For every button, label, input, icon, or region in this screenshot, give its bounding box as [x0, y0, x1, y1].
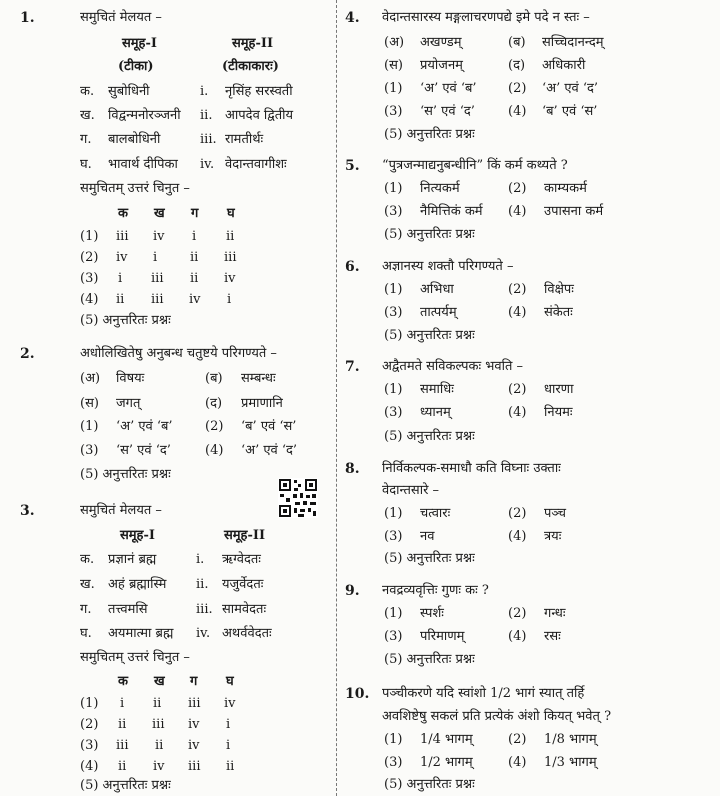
q3-row-a: ख.: [80, 577, 95, 592]
q6-title: अज्ञानस्य शक्तौ परिगण्यते –: [382, 259, 514, 274]
q5-option-5[interactable]: (5) अनुत्तरितः प्रश्नः: [384, 227, 475, 242]
q10-option-3[interactable]: (3): [384, 755, 403, 770]
q10-option-text: 1/8 भागम्: [544, 732, 597, 747]
q1-number: 1.: [20, 10, 35, 26]
q1-row-a: घ.: [80, 157, 92, 172]
q2-title: अधोलिखितेषु अनुबन्ध चतुष्टये परिगण्यते –: [80, 346, 277, 361]
q7-number: 7.: [345, 359, 360, 375]
q3-option-5[interactable]: (5) अनुत्तरितः प्रश्नः: [80, 778, 171, 793]
q6-option-text: अभिधा: [420, 282, 454, 297]
q2-option-3[interactable]: (3): [80, 443, 99, 458]
q10-option-5[interactable]: (5) अनुत्तरितः प्रश्नः: [384, 777, 475, 792]
q6-option-text: संकेतः: [544, 305, 573, 320]
q2-option-text: ‘अ’ एवं ‘ब’: [116, 419, 173, 434]
q10-title-cont: अवशिष्टेषु सकलं प्रति प्रत्येकं अंशो कियत् भवेत् ?: [382, 709, 612, 724]
q6-option-5[interactable]: (5) अनुत्तरितः प्रश्नः: [384, 328, 475, 343]
q8-option-2[interactable]: (2): [508, 506, 527, 521]
q3-choose: समुचितम् उत्तरं चिनुत –: [80, 650, 190, 665]
q10-option-text: 1/2 भागम्: [420, 755, 473, 770]
q8-option-text: त्रयः: [544, 529, 562, 544]
q6-option-1[interactable]: (1): [384, 282, 403, 297]
q7-option-text: नियमः: [544, 405, 573, 420]
q1-option-value: ii: [190, 271, 199, 286]
q2-item: प्रमाणानि: [241, 396, 283, 411]
q10-option-text: 1/3 भागम्: [544, 755, 597, 770]
q6-number: 6.: [345, 259, 360, 275]
q3-option-value: iv: [224, 696, 236, 711]
q1-option-value: iii: [116, 229, 129, 244]
qr-code-icon: [278, 478, 318, 518]
q6-option-4[interactable]: (4): [508, 305, 527, 320]
q3-option-value: i: [226, 738, 231, 753]
q6-option-2[interactable]: (2): [508, 282, 527, 297]
q5-option-text: उपासना कर्म: [544, 204, 604, 219]
q9-option-text: परिमाणम्: [420, 629, 465, 644]
q1-option-value: iii: [151, 292, 164, 307]
q1-sub1: (टीका): [118, 59, 154, 74]
q8-option-1[interactable]: (1): [384, 506, 403, 521]
q10-title: पञ्चीकरणे यदि स्वांशो 1/2 भागं स्यात् तर्हि: [382, 686, 585, 701]
q3-option-value: iii: [116, 738, 129, 753]
q1-option-1[interactable]: (1): [80, 229, 99, 244]
q3-option-value: ii: [118, 717, 127, 732]
q3-option-1[interactable]: (1): [80, 696, 99, 711]
q10-option-4[interactable]: (4): [508, 755, 527, 770]
q4-title: वेदान्तसारस्य मङ्गलाचरणपद्ये इमे पदे न स्तः –: [382, 10, 590, 25]
q5-option-1[interactable]: (1): [384, 181, 403, 196]
q1-row-a: ग.: [80, 132, 92, 147]
q3-option-4[interactable]: (4): [80, 759, 99, 774]
q4-label: (स): [384, 58, 403, 73]
q3-row-b: अयमात्मा ब्रह्म: [108, 626, 174, 641]
q1-option-value: iv: [153, 229, 165, 244]
q2-label: (ब): [205, 371, 223, 386]
q3-option-3[interactable]: (3): [80, 738, 99, 753]
q4-label: (अ): [384, 35, 405, 50]
q3-option-value: iv: [188, 738, 200, 753]
q1-option-value: ii: [116, 292, 125, 307]
q10-option-1[interactable]: (1): [384, 732, 403, 747]
q7-option-5[interactable]: (5) अनुत्तरितः प्रश्नः: [384, 429, 475, 444]
q9-option-1[interactable]: (1): [384, 606, 403, 621]
q1-row-c: iii.: [200, 132, 217, 147]
q4-option-text: ‘ब’ एवं ‘स’: [542, 104, 598, 119]
q1-col-kha: ख: [154, 206, 165, 221]
q8-option-text: पञ्च: [544, 506, 566, 521]
q3-head1: समूह-I: [120, 528, 155, 543]
q3-option-value: ii: [155, 738, 164, 753]
q7-option-text: धारणा: [544, 382, 574, 397]
q1-option-value: ii: [226, 229, 235, 244]
q5-option-text: नैमित्तिकं कर्म: [420, 204, 483, 219]
q1-head2: समूह-II: [232, 36, 274, 51]
q9-number: 9.: [345, 583, 360, 599]
q1-title: समुचितं मेलयत –: [80, 10, 162, 25]
q1-option-value: iv: [224, 271, 236, 286]
q2-number: 2.: [20, 346, 35, 362]
q5-option-2[interactable]: (2): [508, 181, 527, 196]
q4-label: (ब): [508, 35, 526, 50]
q1-col-gha: घ: [227, 206, 235, 221]
q3-row-d: अथर्ववेदतः: [222, 626, 272, 641]
q8-title: निर्विकल्पक-समाधौ कति विघ्नाः उक्ताः: [382, 461, 561, 476]
q1-option-4[interactable]: (4): [80, 292, 99, 307]
q1-row-d: नृसिंह सरस्वती: [225, 84, 293, 99]
q3-row-a: ग.: [80, 602, 92, 617]
q1-option-value: i: [192, 229, 197, 244]
q2-option-text: ‘स’ एवं ‘द’: [116, 443, 171, 458]
q2-option-2[interactable]: (2): [205, 419, 224, 434]
q5-option-text: काम्यकर्म: [544, 181, 587, 196]
q2-option-1[interactable]: (1): [80, 419, 99, 434]
q3-row-b: प्रज्ञानं ब्रह्म: [108, 552, 157, 567]
q2-label: (स): [80, 396, 99, 411]
q1-option-value: iv: [189, 292, 201, 307]
q6-option-text: विक्षेपः: [544, 282, 574, 297]
q4-option-5[interactable]: (5) अनुत्तरितः प्रश्नः: [384, 127, 475, 142]
q7-option-text: ध्यानम्: [420, 405, 451, 420]
q6-option-3[interactable]: (3): [384, 305, 403, 320]
q9-option-5[interactable]: (5) अनुत्तरितः प्रश्नः: [384, 652, 475, 667]
q3-option-value: iv: [188, 717, 200, 732]
q8-option-text: नव: [420, 529, 435, 544]
q1-col-ka: क: [118, 206, 128, 221]
q3-row-c: i.: [196, 552, 205, 567]
q1-row-b: सुबोधिनी: [108, 84, 150, 99]
q1-option-value: iv: [116, 250, 128, 265]
q9-title: नवद्रव्यवृत्तिः गुणः कः ?: [382, 583, 489, 598]
q3-option-value: iii: [188, 759, 201, 774]
q7-option-text: समाधिः: [420, 382, 454, 397]
q8-option-5[interactable]: (5) अनुत्तरितः प्रश्नः: [384, 551, 475, 566]
q6-option-text: तात्पर्यम्: [420, 305, 457, 320]
q1-option-value: ii: [190, 250, 199, 265]
q10-number: 10.: [345, 686, 370, 702]
q3-head2: समूह-II: [224, 528, 266, 543]
q1-row-a: ख.: [80, 108, 95, 123]
q7-option-3[interactable]: (3): [384, 405, 403, 420]
q1-row-d: रामतीर्थः: [225, 132, 264, 147]
q1-option-value: i: [153, 250, 158, 265]
q3-row-c: iv.: [196, 626, 211, 641]
q2-item: सम्बन्धः: [241, 371, 276, 386]
q5-number: 5.: [345, 158, 360, 174]
q1-option-2[interactable]: (2): [80, 250, 99, 265]
q3-option-value: i: [120, 696, 125, 711]
q3-row-a: घ.: [80, 626, 92, 641]
q5-option-3[interactable]: (3): [384, 204, 403, 219]
q3-col-ga: ग: [190, 674, 198, 689]
q4-item: अधिकारी: [542, 58, 586, 73]
q7-title: अद्वैतमते सविकल्पकः भवति –: [382, 359, 523, 374]
q7-option-1[interactable]: (1): [384, 382, 403, 397]
q3-col-gha: घ: [226, 674, 234, 689]
q8-option-4[interactable]: (4): [508, 529, 527, 544]
q4-item: अखण्डम्: [420, 35, 462, 50]
q4-label: (द): [508, 58, 526, 73]
q3-row-c: ii.: [196, 577, 209, 592]
q1-row-c: i.: [200, 84, 209, 99]
q3-option-value: ii: [153, 696, 162, 711]
q3-number: 3.: [20, 503, 35, 519]
q8-number: 8.: [345, 461, 360, 477]
q9-option-4[interactable]: (4): [508, 629, 527, 644]
q1-row-d: आपदेव द्वितीय: [225, 108, 294, 123]
q4-item: सच्चिदानन्दम्: [542, 35, 604, 50]
q2-item: जगत्: [116, 396, 141, 411]
q9-option-text: स्पर्शः: [420, 606, 444, 621]
q1-option-3[interactable]: (3): [80, 271, 99, 286]
q9-option-text: गन्धः: [544, 606, 566, 621]
q1-row-c: ii.: [200, 108, 213, 123]
q3-option-value: iv: [153, 759, 165, 774]
q5-option-text: नित्यकर्म: [420, 181, 460, 196]
q1-row-d: वेदान्तवागीशः: [225, 157, 287, 172]
q2-option-text: ‘अ’ एवं ‘द’: [241, 443, 298, 458]
q4-option-2[interactable]: (2): [508, 81, 527, 96]
q1-col-ga: ग: [191, 206, 199, 221]
q10-option-2[interactable]: (2): [508, 732, 527, 747]
q3-row-c: iii.: [196, 602, 213, 617]
q4-option-text: ‘अ’ एवं ‘द’: [542, 81, 599, 96]
q2-item: विषयः: [116, 371, 145, 386]
q3-option-2[interactable]: (2): [80, 717, 99, 732]
q3-row-a: क.: [80, 552, 95, 567]
q4-option-text: ‘अ’ एवं ‘ब’: [420, 81, 477, 96]
q1-option-value: i: [227, 292, 232, 307]
q3-option-value: ii: [118, 759, 127, 774]
q3-col-ka: क: [118, 674, 128, 689]
q3-col-kha: ख: [154, 674, 165, 689]
q2-option-4[interactable]: (4): [205, 443, 224, 458]
q4-option-1[interactable]: (1): [384, 81, 403, 96]
q9-option-text: रसः: [544, 629, 561, 644]
q1-option-value: iii: [224, 250, 237, 265]
column-divider: [336, 0, 337, 796]
q3-row-d: सामवेदतः: [222, 602, 267, 617]
q1-option-5[interactable]: (5) अनुत्तरितः प्रश्नः: [80, 313, 171, 328]
q2-label: (अ): [80, 371, 101, 386]
q1-sub2: (टीकाकारः): [222, 59, 279, 74]
q1-option-value: i: [118, 271, 123, 286]
q5-title: “पुत्रजन्माद्यनुबन्धीनि” किं कर्म कथ्यते ?: [382, 158, 568, 173]
q8-option-text: चत्वारः: [420, 506, 451, 521]
q1-choose: समुचितम् उत्तरं चिनुत –: [80, 181, 190, 196]
q9-option-3[interactable]: (3): [384, 629, 403, 644]
q8-option-3[interactable]: (3): [384, 529, 403, 544]
q10-option-text: 1/4 भागम्: [420, 732, 473, 747]
q3-option-value: ii: [226, 759, 235, 774]
q4-option-3[interactable]: (3): [384, 104, 403, 119]
q2-option-text: ‘ब’ एवं ‘स’: [241, 419, 297, 434]
q1-row-b: भावार्थ दीपिका: [108, 157, 178, 172]
q3-option-value: i: [226, 717, 231, 732]
q3-option-value: iii: [188, 696, 201, 711]
q4-number: 4.: [345, 10, 360, 26]
q1-row-b: विद्वन्मनोरञ्जनी: [108, 108, 181, 123]
q1-row-b: बालबोधिनी: [108, 132, 161, 147]
q3-option-value: iii: [152, 717, 165, 732]
q3-title: समुचितं मेलयत –: [80, 503, 162, 518]
q1-row-c: iv.: [200, 157, 215, 172]
q8-title-cont: वेदान्तसारे –: [382, 483, 440, 498]
q3-row-d: यजुर्वेदतः: [222, 577, 264, 592]
q3-row-d: ऋग्वेदतः: [222, 552, 261, 567]
q3-row-b: अहं ब्रह्मास्मि: [108, 577, 167, 592]
q5-option-4[interactable]: (4): [508, 204, 527, 219]
q1-head1: समूह-I: [122, 36, 157, 51]
q1-row-a: क.: [80, 84, 95, 99]
q7-option-2[interactable]: (2): [508, 382, 527, 397]
q7-option-4[interactable]: (4): [508, 405, 527, 420]
q2-label: (द): [205, 396, 223, 411]
q1-option-value: iii: [151, 271, 164, 286]
q4-item: प्रयोजनम्: [420, 58, 463, 73]
q2-option-5[interactable]: (5) अनुत्तरितः प्रश्नः: [80, 467, 171, 482]
q4-option-4[interactable]: (4): [508, 104, 527, 119]
q9-option-2[interactable]: (2): [508, 606, 527, 621]
q3-row-b: तत्त्वमसि: [108, 602, 148, 617]
q4-option-text: ‘स’ एवं ‘द’: [420, 104, 475, 119]
